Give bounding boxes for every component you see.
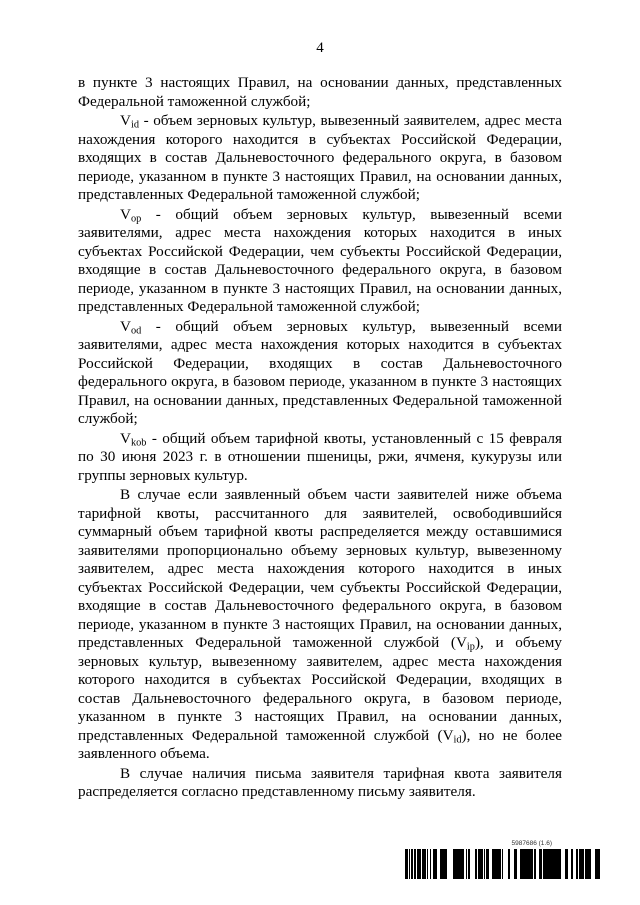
text-run: В случае если заявленный объем части заявителей ниже объема тарифной квоты, рассчитанного для заявителей, освободившийся суммарный объем тарифной квоты распределяется между оставшимися заявителями пропорционально объему зерновых культур, вывезенному заявителем, адрес места нахождения которого находится в иных субъектах Российской Федерации, чем субъекты Российской Федерации, входящие в состав Дальневосточного федерального округа, в базовом периоде, указанном в пункте 3 настоящих Правил, на основании данных, представленных Федеральной таможенной службой (V xyxy=(78,486,562,651)
paragraph xyxy=(78,430,562,486)
text-run: в пункте 3 настоящих Правил, на основании данных, представленных Федеральной таможенной службой; xyxy=(78,74,562,110)
subscript: ip xyxy=(466,641,475,653)
paragraph xyxy=(78,486,562,764)
text-run: V xyxy=(120,205,131,223)
text-run: - объем зерновых культур, вывезенный заявителем, адрес места нахождения которого находится в субъектах Российской Федерации, входящих в состав Дальневосточного федерального округа, в базовом периоде, указанном в пункте 3 настоящих Правил, на основании данных, представленных Федеральной таможенной службой; xyxy=(78,112,562,203)
text-run: ), но не более заявленного объема. xyxy=(78,726,562,762)
text-run: - общий объем зерновых культур, вывезенный всеми заявителями, адрес места нахождения которых находится в субъектах Российской Федерации, входящих в состав Дальневосточного федерального округа, в базовом периоде, указанном в пункте 3 настоящих Правил, на основании данных, представленных Федеральной таможенной службой; xyxy=(78,317,562,427)
paragraph xyxy=(78,112,562,205)
paragraph xyxy=(78,318,562,429)
paragraph xyxy=(78,206,562,317)
document-body xyxy=(78,74,562,802)
page-number: 4 xyxy=(316,40,324,56)
text-run: - общий объем зерновых культур, вывезенный всеми заявителями, адрес места нахождения которых находится в иных субъектах Российской Федерации, чем субъекты Российской Федерации, входящие в состав Дальневосточного федерального округа, в базовом периоде, указанном в пункте 3 настоящих Правил, на основании данных, представленных Федеральной таможенной службой; xyxy=(78,205,562,315)
subscript: od xyxy=(130,325,142,337)
barcode xyxy=(405,840,600,880)
subscript: id xyxy=(453,734,462,746)
text-run: ), и объему зерновых культур, вывезенному заявителем, адрес места нахождения которого находится в субъектах Российской Федерации, входящих в состав Дальневосточного федерального округа, в базовом периоде, указанном в пункте 3 настоящих Правил, на основании данных, представленных Федеральной таможенной службой (V xyxy=(78,634,562,744)
barcode-icon xyxy=(405,849,600,879)
subscript: id xyxy=(130,119,140,131)
paragraph xyxy=(78,74,562,111)
paragraph xyxy=(78,765,562,802)
text-run: V xyxy=(120,429,131,447)
text-run: V xyxy=(120,112,131,129)
text-run: V xyxy=(120,317,131,335)
subscript: kob xyxy=(130,437,147,449)
subscript: op xyxy=(130,213,142,225)
barcode-label: 5987686 (1.6) xyxy=(511,840,552,847)
text-run: В случае наличия письма заявителя тарифная квота заявителя распределяется согласно представленному письму заявителя. xyxy=(78,764,562,800)
text-run: - общий объем тарифной квоты, установленный с 15 февраля по 30 июня 2023 г. в отношении пшеницы, ржи, ячменя, кукурузы или группы зерновых культур. xyxy=(78,429,562,484)
